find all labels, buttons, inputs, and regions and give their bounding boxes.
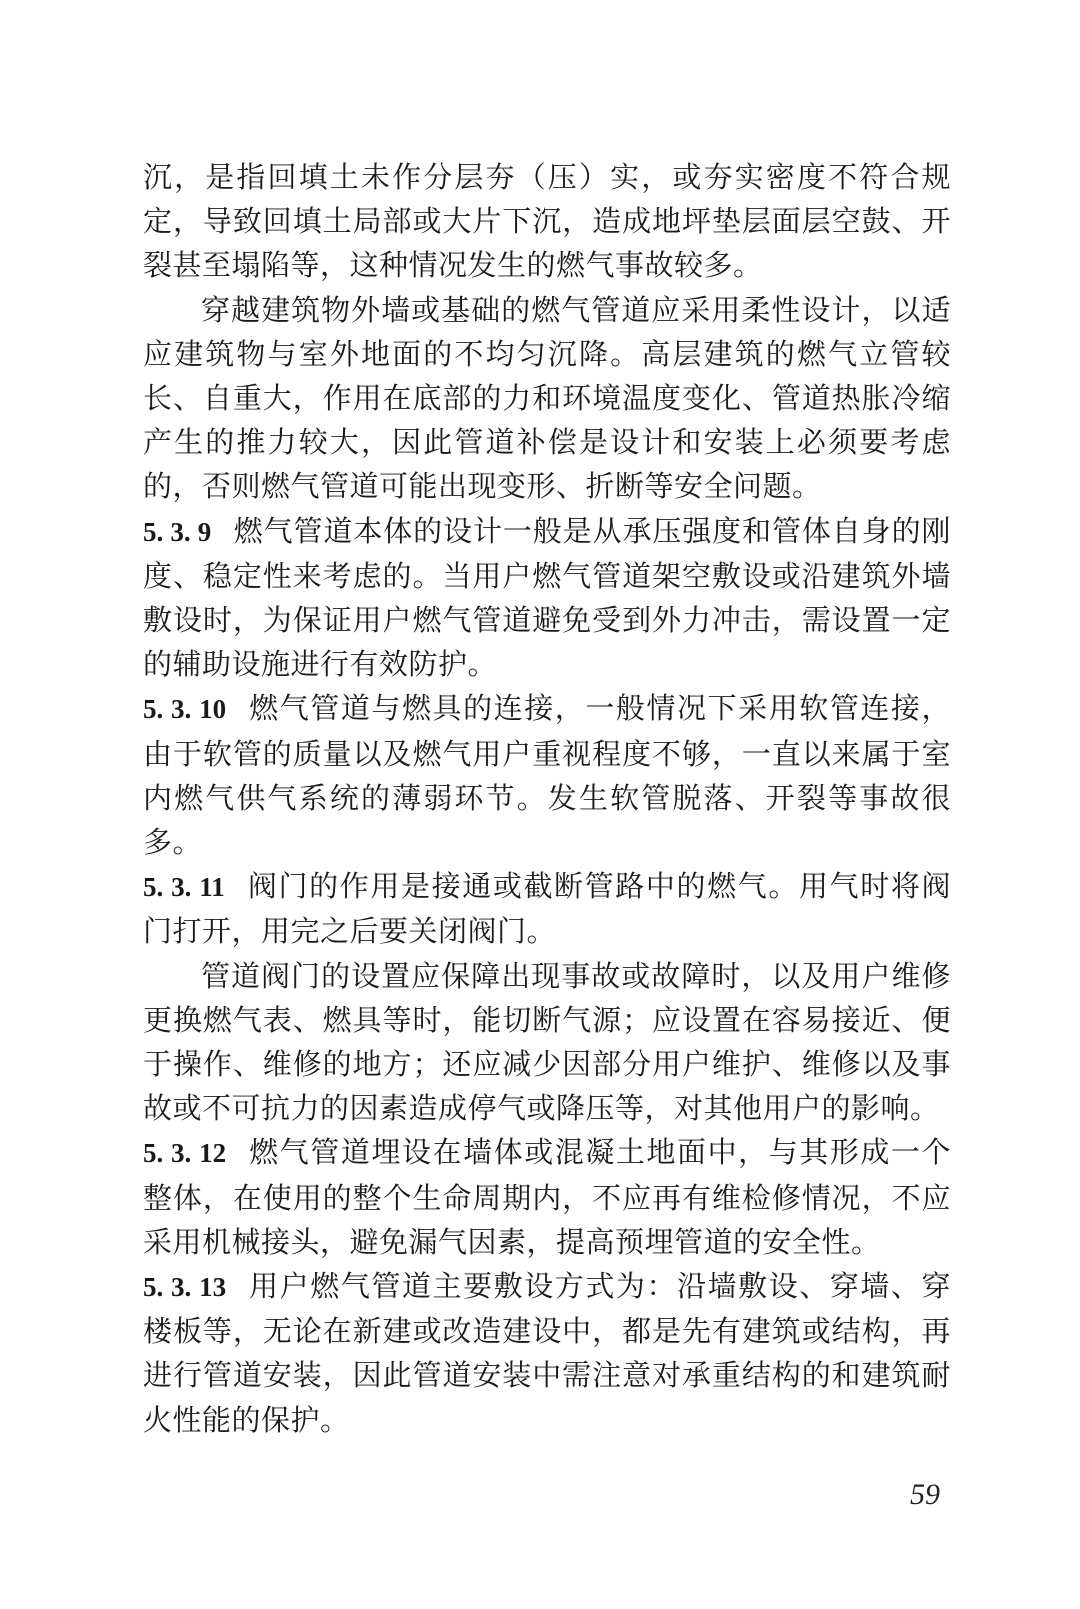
clause-text: 燃气管道与燃具的连接，一般情况下采用软管连接，由于软管的质量以及燃气用户重视程度不够，一直以来属于室内燃气供气系统的薄弱环节。发生软管脱落、开裂等事故很多。 xyxy=(143,691,951,860)
paragraph-text: 穿越建筑物外墙或基础的燃气管道应采用柔性设计，以适应建筑物与室外地面的不均匀沉降。高层建筑的燃气立管较长、自重大，作用在底部的力和环境温度变化、管道热胀冷缩产生的推力较大，因此管道补偿是设计和安装上必须要考虑的，否则燃气管道可能出现变形、折断等安全问题。 xyxy=(143,292,951,504)
clause-5-3-10 xyxy=(143,686,951,864)
paragraph-valve-setting xyxy=(143,954,951,1131)
clause-5-3-12 xyxy=(143,1130,951,1264)
clause-text: 燃气管道本体的设计一般是从承压强度和管体自身的刚度、稳定性来考虑的。当用户燃气管道架空敷设或沿建筑外墙敷设时，为保证用户燃气管道避免受到外力冲击，需设置一定的辅助设施进行有效防护。 xyxy=(143,513,951,682)
clause-number: 5. 3. 13 xyxy=(143,1272,227,1303)
clause-5-3-11 xyxy=(143,864,951,953)
clause-5-3-13 xyxy=(143,1264,951,1442)
paragraph-text: 管道阀门的设置应保障出现事故或故障时，以及用户维修更换燃气表、燃具等时，能切断气源；应设置在容易接近、便于操作、维修的地方；还应减少因部分用户维护、维修以及事故或不可抗力的因素造成停气或降压等，对其他用户的影响。 xyxy=(143,958,951,1126)
clause-number: 5. 3. 9 xyxy=(143,516,212,547)
document-body xyxy=(143,155,951,1442)
clause-number: 5. 3. 10 xyxy=(143,694,227,725)
clause-5-3-9 xyxy=(143,509,951,687)
paragraph-flexible-design xyxy=(143,288,951,509)
clause-text: 用户燃气管道主要敷设方式为：沿墙敷设、穿墙、穿楼板等，无论在新建或改造建设中，都是先有建筑或结构，再进行管道安装，因此管道安装中需注意对承重结构的和建筑耐火性能的保护。 xyxy=(143,1269,951,1437)
clause-text: 阀门的作用是接通或截断管路中的燃气。用气时将阀门打开，用完之后要关闭阀门。 xyxy=(143,869,951,949)
clause-number: 5. 3. 12 xyxy=(143,1138,227,1169)
paragraph-text: 沉，是指回填土未作分层夯（压）实，或夯实密度不符合规定，导致回填土局部或大片下沉，造成地坪垫层面层空鼓、开裂甚至塌陷等，这种情况发生的燃气事故较多。 xyxy=(143,160,951,283)
clause-text: 燃气管道埋设在墙体或混凝土地面中，与其形成一个整体，在使用的整个生命周期内，不应再有维检修情况，不应采用机械接头，避免漏气因素，提高预埋管道的安全性。 xyxy=(143,1135,951,1259)
page-number: 59 xyxy=(910,1478,940,1511)
clause-number: 5. 3. 11 xyxy=(143,872,225,903)
paragraph-continuation xyxy=(143,155,951,288)
